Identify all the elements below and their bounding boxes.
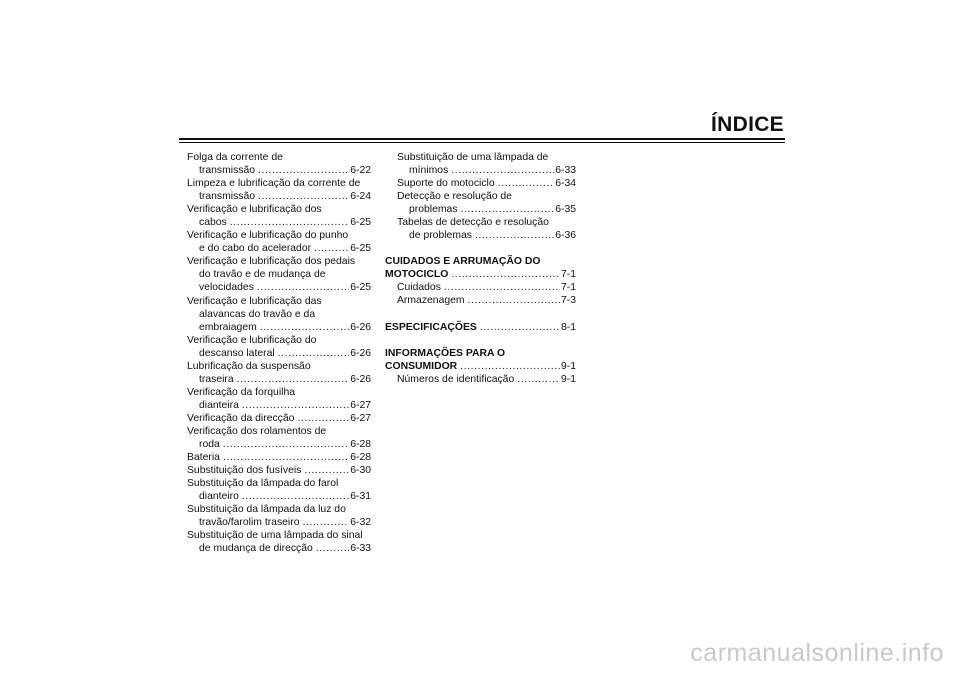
toc-entry[interactable] bbox=[187, 464, 371, 477]
section-title-line1: CUIDADOS E ARRUMAÇÃO DO bbox=[385, 256, 541, 268]
dot-leader bbox=[461, 203, 555, 216]
toc-entry[interactable] bbox=[385, 151, 576, 177]
toc-entry[interactable] bbox=[187, 425, 371, 451]
toc-entry[interactable] bbox=[187, 151, 371, 177]
dot-leader bbox=[242, 490, 349, 503]
toc-entry[interactable] bbox=[385, 294, 576, 307]
toc-entry[interactable] bbox=[187, 360, 371, 386]
page-number: 6-26 bbox=[350, 347, 371, 359]
dot-leader bbox=[304, 464, 349, 477]
header-rule-thin bbox=[179, 142, 785, 143]
toc-entry[interactable] bbox=[385, 216, 576, 242]
page-number: 6-28 bbox=[350, 439, 371, 451]
entry-text: de problemas bbox=[409, 230, 472, 242]
entry-text: cabos bbox=[199, 217, 227, 229]
entry-text: roda bbox=[199, 439, 220, 451]
dot-leader bbox=[475, 229, 554, 242]
page-number: 6-34 bbox=[555, 178, 576, 190]
dot-leader bbox=[230, 216, 349, 229]
entry-text: Números de identificação bbox=[397, 373, 515, 385]
entry-text: Substituição da lâmpada do farol bbox=[187, 478, 339, 490]
dot-leader bbox=[237, 373, 350, 386]
page-number: 6-26 bbox=[350, 373, 371, 385]
page-number: 6-25 bbox=[350, 243, 371, 255]
entry-text: Limpeza e lubrificação da corrente de bbox=[187, 178, 361, 190]
entry-text: Substituição da lâmpada da luz do bbox=[187, 504, 346, 516]
entry-text: Lubrificação da suspensão bbox=[187, 360, 311, 372]
section-title-line1: INFORMAÇÕES PARA O bbox=[385, 347, 506, 359]
section-title-line2: CONSUMIDOR bbox=[385, 360, 458, 372]
page-number: 9-1 bbox=[560, 360, 576, 372]
entry-text: Tabelas de detecção e resolução bbox=[397, 217, 549, 229]
dot-leader bbox=[242, 399, 349, 412]
page-number: 6-24 bbox=[350, 191, 371, 203]
entry-text: Verificação e lubrificação do bbox=[187, 334, 317, 346]
entry-text: traseira bbox=[199, 373, 234, 385]
entry-text: problemas bbox=[409, 204, 458, 216]
entry-text: Verificação e lubrificação do punho bbox=[187, 230, 349, 242]
entry-text: transmissão bbox=[199, 191, 256, 203]
page-title: ÍNDICE bbox=[711, 113, 784, 136]
entry-text: Suporte do motociclo bbox=[397, 178, 495, 190]
dot-leader bbox=[297, 412, 349, 425]
toc-entry[interactable] bbox=[187, 451, 371, 464]
dot-leader bbox=[517, 373, 560, 386]
toc-entry[interactable] bbox=[187, 477, 371, 503]
toc-entry[interactable] bbox=[187, 529, 371, 555]
section-title: ESPECIFICAÇÕES bbox=[385, 321, 477, 333]
entry-text: Verificação e lubrificação dos bbox=[187, 204, 322, 216]
entry-text: Detecção e resolução de bbox=[397, 191, 512, 203]
dot-leader bbox=[257, 281, 349, 294]
entry-text: Verificação dos rolamentos de bbox=[187, 425, 327, 437]
toc-entry[interactable] bbox=[385, 281, 576, 294]
dot-leader bbox=[316, 542, 349, 555]
entry-text: Folga da corrente de bbox=[187, 152, 283, 163]
entry-text: travão/farolim traseiro bbox=[199, 517, 300, 529]
page-number: 6-36 bbox=[555, 230, 576, 242]
dot-leader bbox=[258, 164, 349, 177]
entry-text: de mudança de direcção bbox=[199, 543, 313, 555]
toc-entry[interactable] bbox=[187, 229, 371, 255]
toc-entry[interactable] bbox=[187, 503, 371, 529]
toc-entry[interactable] bbox=[187, 177, 371, 203]
toc-entry[interactable] bbox=[187, 412, 371, 425]
dot-leader bbox=[302, 516, 349, 529]
entry-text: dianteiro bbox=[199, 491, 239, 503]
page-number: 6-31 bbox=[350, 491, 371, 503]
entry-text: embraiagem bbox=[199, 321, 257, 333]
header-rule-thick bbox=[179, 138, 785, 140]
dot-leader bbox=[223, 438, 349, 451]
dot-leader bbox=[223, 451, 349, 464]
section-title-line2: MOTOCICLO bbox=[385, 269, 449, 281]
entry-text: dianteira bbox=[199, 399, 239, 411]
toc-entry[interactable] bbox=[385, 373, 576, 386]
dot-leader bbox=[314, 242, 349, 255]
toc-entry[interactable] bbox=[187, 295, 371, 334]
page-number: 7-1 bbox=[560, 269, 576, 281]
toc-entry[interactable] bbox=[187, 386, 371, 412]
entry-text: alavancas do travão e da bbox=[199, 308, 316, 320]
entry-text: Cuidados bbox=[397, 282, 441, 294]
toc-entry[interactable] bbox=[187, 255, 371, 294]
dot-leader bbox=[468, 294, 560, 307]
page-number: 6-32 bbox=[350, 517, 371, 529]
entry-text: Verificação e lubrificação das bbox=[187, 295, 322, 307]
dot-leader bbox=[498, 177, 555, 190]
entry-text: Verificação da forquilha bbox=[187, 386, 296, 398]
page-number: 6-25 bbox=[350, 217, 371, 229]
entry-text: Substituição dos fusíveis bbox=[187, 465, 302, 477]
page-number: 6-33 bbox=[555, 165, 576, 177]
page-number: 7-1 bbox=[560, 282, 576, 294]
page-number: 6-22 bbox=[350, 165, 371, 177]
toc-entry[interactable] bbox=[187, 203, 371, 229]
dot-leader bbox=[451, 164, 554, 177]
dot-leader bbox=[258, 190, 349, 203]
entry-text: Substituição de uma lâmpada de bbox=[397, 152, 549, 163]
page-number: 6-27 bbox=[350, 399, 371, 411]
toc-left-column bbox=[187, 151, 371, 555]
entry-text: do travão e de mudança de bbox=[199, 269, 326, 281]
toc-section-informacoes[interactable] bbox=[385, 347, 576, 373]
watermark: carmanualsonline.info bbox=[690, 639, 944, 667]
entry-text: velocidades bbox=[199, 282, 254, 294]
entry-text: mínimos bbox=[409, 165, 449, 177]
dot-leader bbox=[260, 321, 349, 334]
page-number: 9-1 bbox=[560, 373, 576, 385]
toc-right-column bbox=[385, 151, 576, 386]
entry-text: Verificação da direcção bbox=[187, 412, 295, 424]
page-number: 8-1 bbox=[560, 321, 576, 333]
toc-section-especificacoes[interactable] bbox=[385, 321, 576, 334]
page-number: 6-33 bbox=[350, 543, 371, 555]
page-number: 6-25 bbox=[350, 282, 371, 294]
page-number: 7-3 bbox=[560, 295, 576, 307]
page-number: 6-28 bbox=[350, 452, 371, 464]
toc-entry[interactable] bbox=[385, 190, 576, 216]
page-number: 6-26 bbox=[350, 321, 371, 333]
entry-text: descanso lateral bbox=[199, 347, 275, 359]
toc-entry[interactable] bbox=[187, 334, 371, 360]
entry-text: Bateria bbox=[187, 452, 220, 464]
entry-text: e do cabo do acelerador bbox=[199, 243, 312, 255]
page-number: 6-27 bbox=[350, 412, 371, 424]
toc-entry[interactable] bbox=[385, 177, 576, 190]
page-number: 6-35 bbox=[555, 204, 576, 216]
entry-text: Substituição de uma lâmpada do sinal bbox=[187, 530, 363, 542]
entry-text: Verificação e lubrificação dos pedais bbox=[187, 256, 356, 268]
dot-leader bbox=[444, 281, 560, 294]
page-number: 6-30 bbox=[350, 465, 371, 477]
entry-text: transmissão bbox=[199, 165, 256, 177]
entry-text: Armazenagem bbox=[397, 295, 465, 307]
dot-leader bbox=[278, 347, 350, 360]
toc-section-cuidados[interactable] bbox=[385, 255, 576, 281]
